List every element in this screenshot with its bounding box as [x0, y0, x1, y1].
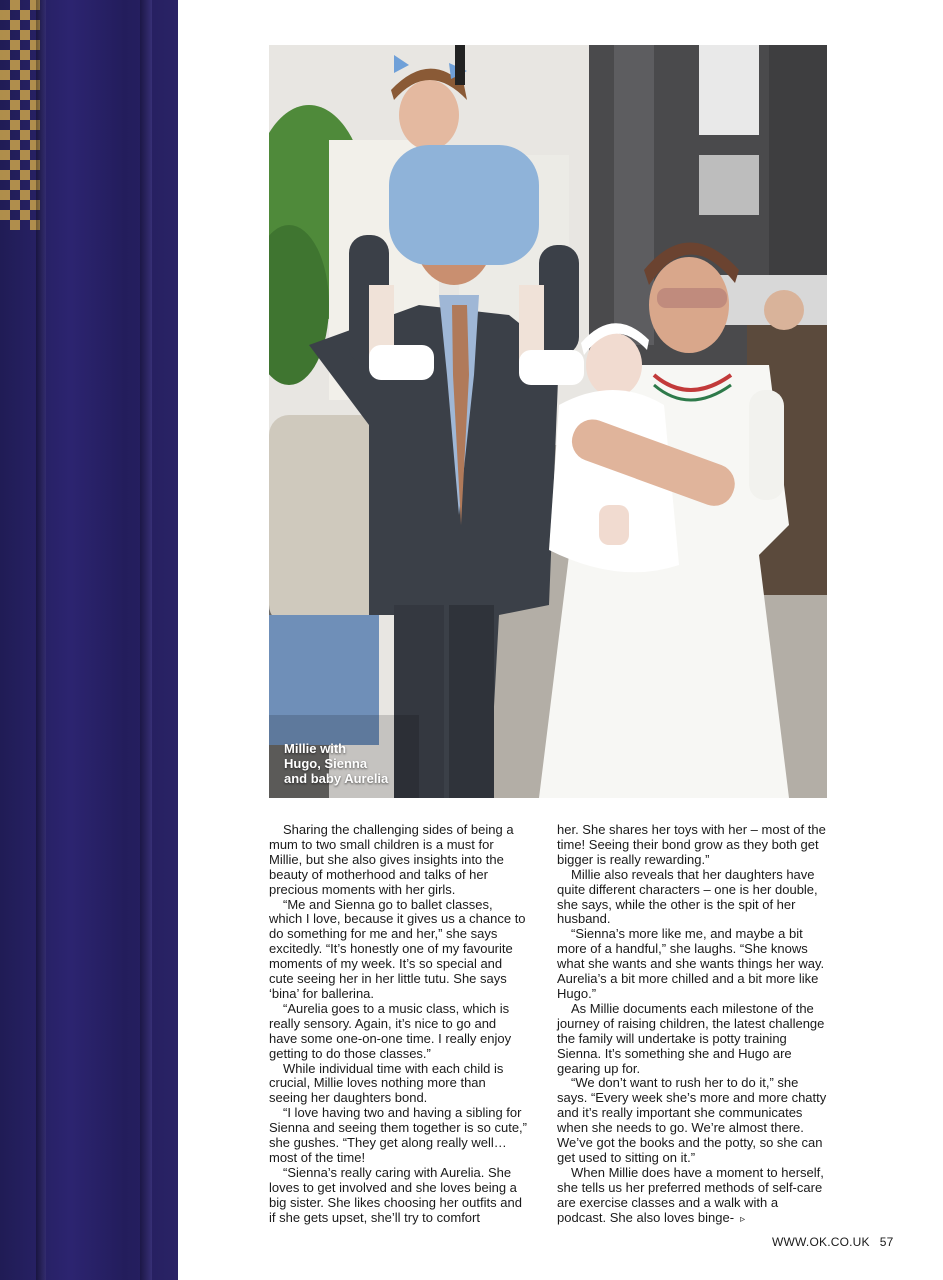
article-paragraph: her. She shares her toys with her – most of the time! Seeing their bond grow as they both get bigger is really rewarding.” — [557, 822, 826, 867]
article-paragraph: “Aurelia goes to a music class, which is really sensory. Again, it’s nice to go and have some one-on-one time. I really enjoy getting to do those classes.” — [269, 1000, 512, 1061]
article-paragraph: “Sienna’s really caring with Aurelia. She loves to get involved and she loves being a big sister. She likes choosing her outfits and if she gets upset, she’ll try to comfort — [269, 1164, 522, 1225]
page-number: 57 — [879, 1235, 894, 1249]
article-last-text: When Millie does have a moment to herself, she tells us her preferred methods of self-care are exercise classes and a walk with a podcast. She also loves binge- — [557, 1164, 824, 1225]
adjacent-page-strip — [0, 0, 178, 1280]
article-paragraph: Sharing the challenging sides of being a mum to two small children is a must for Millie, but she also gives insights into the beauty of motherhood and talks of her precious moments with her girls. — [269, 822, 514, 897]
fabric-fold-highlight — [140, 0, 152, 1280]
family-photo — [269, 45, 827, 798]
article-paragraph: “Sienna’s more like me, and maybe a bit more of a handful,” she laughs. “She knows what she wants and she wants things her way. Aurelia’s a bit more chilled and a bit more like Hugo.” — [557, 926, 825, 1001]
fabric-fold-shadow — [36, 0, 46, 1280]
gold-pattern-decoration — [0, 0, 40, 230]
article-paragraph: While individual time with each child is crucial, Millie loves nothing more than seeing her daughters bond. — [269, 1060, 504, 1106]
photo-caption: Millie with Hugo, Sienna and baby Aurelia — [284, 741, 389, 786]
page-footer — [772, 1235, 893, 1249]
article-column-right — [557, 823, 827, 1227]
article-paragraph: “I love having two and having a sibling for Sienna and seeing them together is so cute,” she gushes. “They get along really well… most of the time! — [269, 1105, 527, 1165]
article-paragraph-last — [557, 1166, 827, 1228]
website-url: WWW.OK.CO.UK — [772, 1235, 870, 1249]
article-paragraph: As Millie documents each milestone of the journey of raising children, the latest challenge the family will undertake is potty training Sienna. It’s something she and Hugo are gearing up for. — [557, 1000, 825, 1076]
article-paragraph: “Me and Sienna go to ballet classes, which I love, because it gives us a chance to do something for me and her,” she says excitedly. “It’s honestly one of my favourite moments of my week. It’s so special and cute seeing her in her little tutu. She says ‘bina’ for ballerina. — [269, 896, 526, 1001]
article-paragraph: “We don’t want to rush her to do it,” she says. “Every week she’s more and more chatty and it’s really important she communicates when she needs to go. We’re almost there. We’ve got the books and the potty, so she can get used to sitting on it.” — [557, 1075, 827, 1165]
continue-arrow-icon: ▹ — [740, 1213, 746, 1225]
article-paragraph: Millie also reveals that her daughters have quite different characters – one is her double, she says, while the other is the spit of her husband. — [557, 866, 818, 927]
article-column-left — [269, 823, 527, 1225]
